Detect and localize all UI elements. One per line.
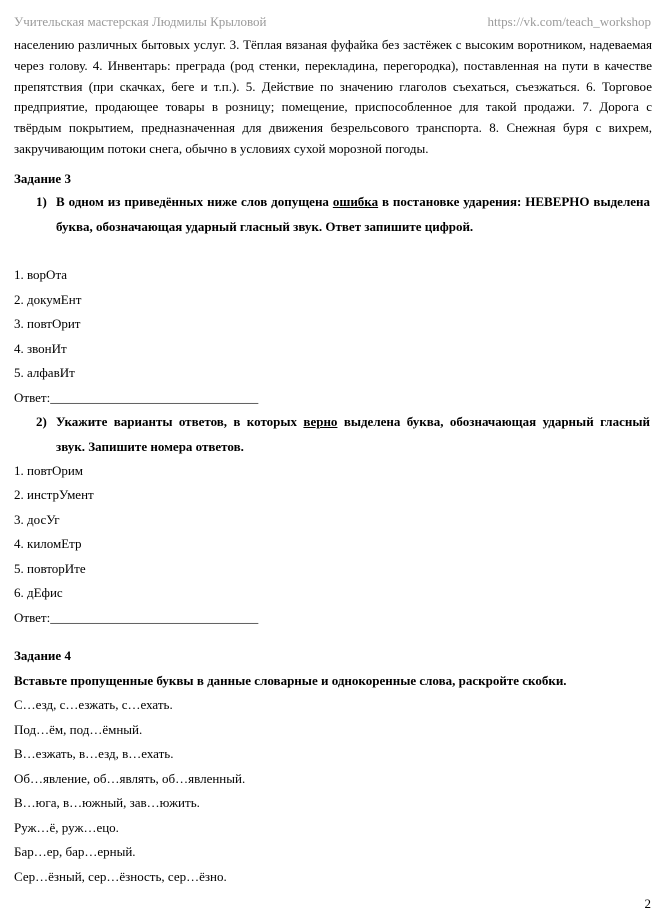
header-author: Учительская мастерская Людмилы Крыловой [14,14,267,29]
task4-line-8: Сер…ёзный, сер…ёзность, сер…ёзно. [14,869,227,884]
keyword-correct: верно [303,414,338,429]
task4-line-4: Об…явление, об…являть, об…явленный. [14,771,246,786]
page-header [14,14,651,30]
task3-q1-option-2: 2. докумЕнт [14,292,82,307]
task4-line-5: В…юга, в…южный, зав…южить. [14,795,200,810]
task4-line-1: С…езд, с…езжать, с…ехать. [14,697,173,712]
task3-q2-option-5: 5. повторИте [14,561,86,576]
task3-q2-option-6: 6. дЕфис [14,585,63,600]
task3-q1-option-4: 4. звонИт [14,341,67,356]
task3-title: Задание 3 [14,171,71,186]
task3-q1-number: 1) [36,194,47,209]
task3-q2-answer: Ответ:________________________________ [14,610,259,625]
task3-q1-option-1: 1. ворОта [14,267,68,282]
task4-instruction: Вставьте пропущенные буквы в данные словарные и однокоренные слова, раскройте скобки. [14,673,567,688]
task3-q2-number: 2) [36,414,47,429]
task3-q1-answer: Ответ:________________________________ [14,390,259,405]
task3-q2-option-4: 4. киломЕтр [14,536,82,551]
keyword-error: ошибка [332,194,379,209]
task3-q2-option-1: 1. повтОрим [14,463,84,478]
intro-paragraph: населению различных бытовых услуг. 3. Тёплая вязаная фуфайка без застёжек с высоким воротником, надеваемая через голову. 4. Инвентарь: преграда (род стенки, перекладина, перегородка), поставленная на пути в качестве препятствия (при скачках, беге и т.п.). 5. Действие по значению глаголов съехаться, съезжаться. 6. Торговое предприятие, продающее товары в розницу; помещение, приспособленное для такой продажи. 7. Дорога с твёрдым покрытием, предназначенная для движения безрельсового транспорта. 8. Снежная буря с вихрем, закручивающим потоки снега, обычно в условиях сухой морозной погоды. [14,37,652,156]
task4-line-6: Руж…ё, руж…ецо. [14,820,119,835]
task3-q2-option-3: 3. досУг [14,512,60,527]
task4-title: Задание 4 [14,648,71,663]
task3-q1-text: В одном из приведённых ниже слов допущена ошибка в постановке ударения: НЕВЕРНО выделена буква, обозначающая ударный гласный звук. Ответ запишите цифрой. [56,194,650,234]
task3-q2-option-2: 2. инстрУмент [14,487,94,502]
page-number: 2 [644,896,651,911]
task4-line-2: Под…ём, под…ёмный. [14,722,143,737]
task3-q1-option-5: 5. алфавИт [14,365,75,380]
task3-q2-text: Укажите варианты ответов, в которых верно выделена буква, обозначающая ударный гласный звук. Запишите номера ответов. [56,414,650,454]
header-link[interactable]: https://vk.com/teach_workshop [487,14,651,29]
task3-q1-option-3: 3. повтОрит [14,316,81,331]
task4-line-3: В…езжать, в…езд, в…ехать. [14,746,174,761]
task4-line-7: Бар…ер, бар…ерный. [14,844,136,859]
